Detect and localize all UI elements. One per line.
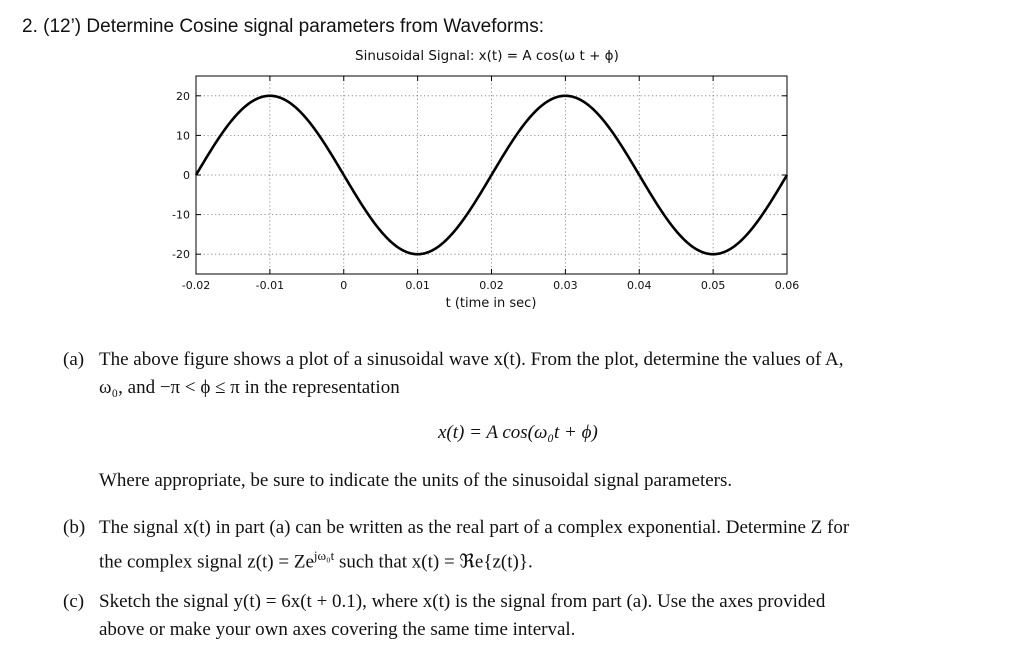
y-tick-label: 10	[176, 129, 190, 143]
part-b-label: (b)	[63, 517, 86, 538]
x-tick-label: 0.01	[405, 279, 430, 292]
part-c-line2: above or make your own axes covering the same time interval.	[99, 619, 576, 640]
sinusoid-chart	[0, 0, 1024, 320]
x-tick-label: 0.04	[627, 279, 652, 292]
x-tick-label: -0.01	[255, 279, 285, 292]
x-tick-label: 0.05	[700, 279, 726, 292]
y-tick-labels	[172, 90, 190, 261]
x-tick-label: 0.02	[479, 279, 504, 292]
part-c	[63, 588, 826, 644]
x-tick-label: 0.03	[553, 279, 578, 292]
equation: x(t) = A cos(ω₀t + ϕ)	[438, 422, 598, 443]
units-note: Where appropriate, be sure to indicate the units of the sinusoidal signal parameters.	[99, 470, 733, 491]
question-title: 2. (12’) Determine Cosine signal parameters from Waveforms:	[22, 16, 544, 37]
part-c-line1: Sketch the signal y(t) = 6x(t + 0.1), where x(t) is the signal from part (a). Use the axes provided	[99, 591, 826, 612]
chart-title: Sinusoidal Signal: x(t) = A cos(ω t + ϕ)	[355, 48, 619, 64]
x-axis-label: t (time in sec)	[445, 296, 537, 311]
part-b	[63, 514, 850, 576]
part-b-line2-post: such that x(t) = ℜe{z(t)}.	[334, 551, 533, 573]
part-a	[63, 346, 844, 402]
y-tick-label: -20	[172, 248, 190, 262]
part-a-line1: The above figure shows a plot of a sinusoidal wave x(t). From the plot, determine the values of A,	[99, 349, 844, 370]
y-tick-label: 0	[183, 169, 190, 182]
part-b-line2-pre: the complex signal z(t) = Ze	[99, 551, 314, 573]
y-tick-label: -10	[172, 208, 190, 222]
part-b-line2	[99, 542, 849, 576]
part-b-exponent: jω₀t	[313, 548, 335, 563]
x-tick-label: 0	[340, 279, 348, 292]
part-a-label: (a)	[63, 349, 85, 370]
y-tick-label: 20	[176, 89, 190, 103]
x-tick-label: -0.02	[181, 279, 211, 292]
part-b-line1: The signal x(t) in part (a) can be written as the real part of a complex exponential. Determine Z for	[99, 517, 850, 538]
x-tick-labels	[182, 279, 799, 292]
x-tick-label: 0.06	[774, 279, 800, 292]
part-c-label: (c)	[63, 591, 85, 612]
part-a-line2: ω₀, and −π < ϕ ≤ π in the representation	[99, 377, 400, 398]
